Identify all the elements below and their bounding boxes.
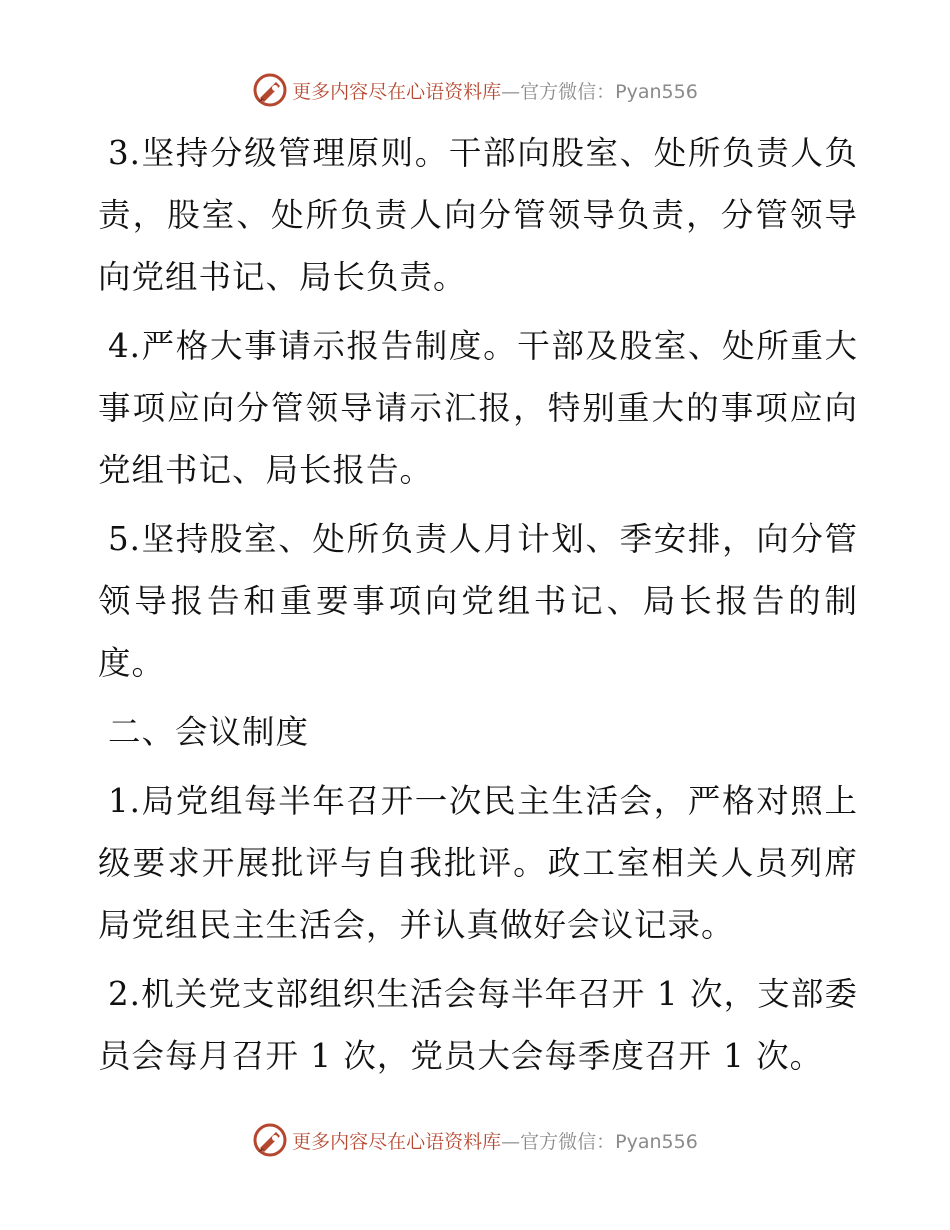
watermark-main: 更多内容尽在心语资料库 (292, 1130, 502, 1153)
header-watermark (0, 72, 950, 108)
watermark-wechat: 官方微信：Pyan556 (520, 1130, 698, 1153)
section-heading: 二、会议制度 (108, 713, 310, 751)
watermark-text (292, 1127, 698, 1154)
meeting-paragraph-2: 2.机关党支部组织生活会每半年召开 1 次，支部委员会每月召开 1 次，党员大会每季度召开 1 次。 (98, 975, 858, 1075)
watermark-dash: — (501, 80, 521, 103)
paragraph-4: 4.严格大事请示报告制度。干部及股室、处所重大事项应向分管领导请示汇报，特别重大的事项应向党组书记、局长报告。 (98, 327, 858, 489)
watermark-main: 更多内容尽在心语资料库 (292, 80, 502, 103)
paragraph-5: 5.坚持股室、处所负责人月计划、季安排，向分管领导报告和重要事项向党组书记、局长报告的制度。 (98, 520, 858, 682)
pen-circle-logo-icon (252, 72, 288, 108)
document-body (98, 122, 858, 1094)
paragraph-3: 3.坚持分级管理原则。干部向股室、处所负责人负责，股室、处所负责人向分管领导负责，分管领导向党组书记、局长负责。 (98, 134, 858, 296)
pen-circle-logo-icon (252, 1122, 288, 1158)
footer-watermark (0, 1122, 950, 1158)
meeting-paragraph-1: 1.局党组每半年召开一次民主生活会，严格对照上级要求开展批评与自我批评。政工室相关人员列席局党组民主生活会，并认真做好会议记录。 (98, 782, 858, 944)
watermark-wechat: 官方微信：Pyan556 (520, 80, 698, 103)
watermark-dash: — (501, 1130, 521, 1153)
watermark-text (292, 77, 698, 104)
